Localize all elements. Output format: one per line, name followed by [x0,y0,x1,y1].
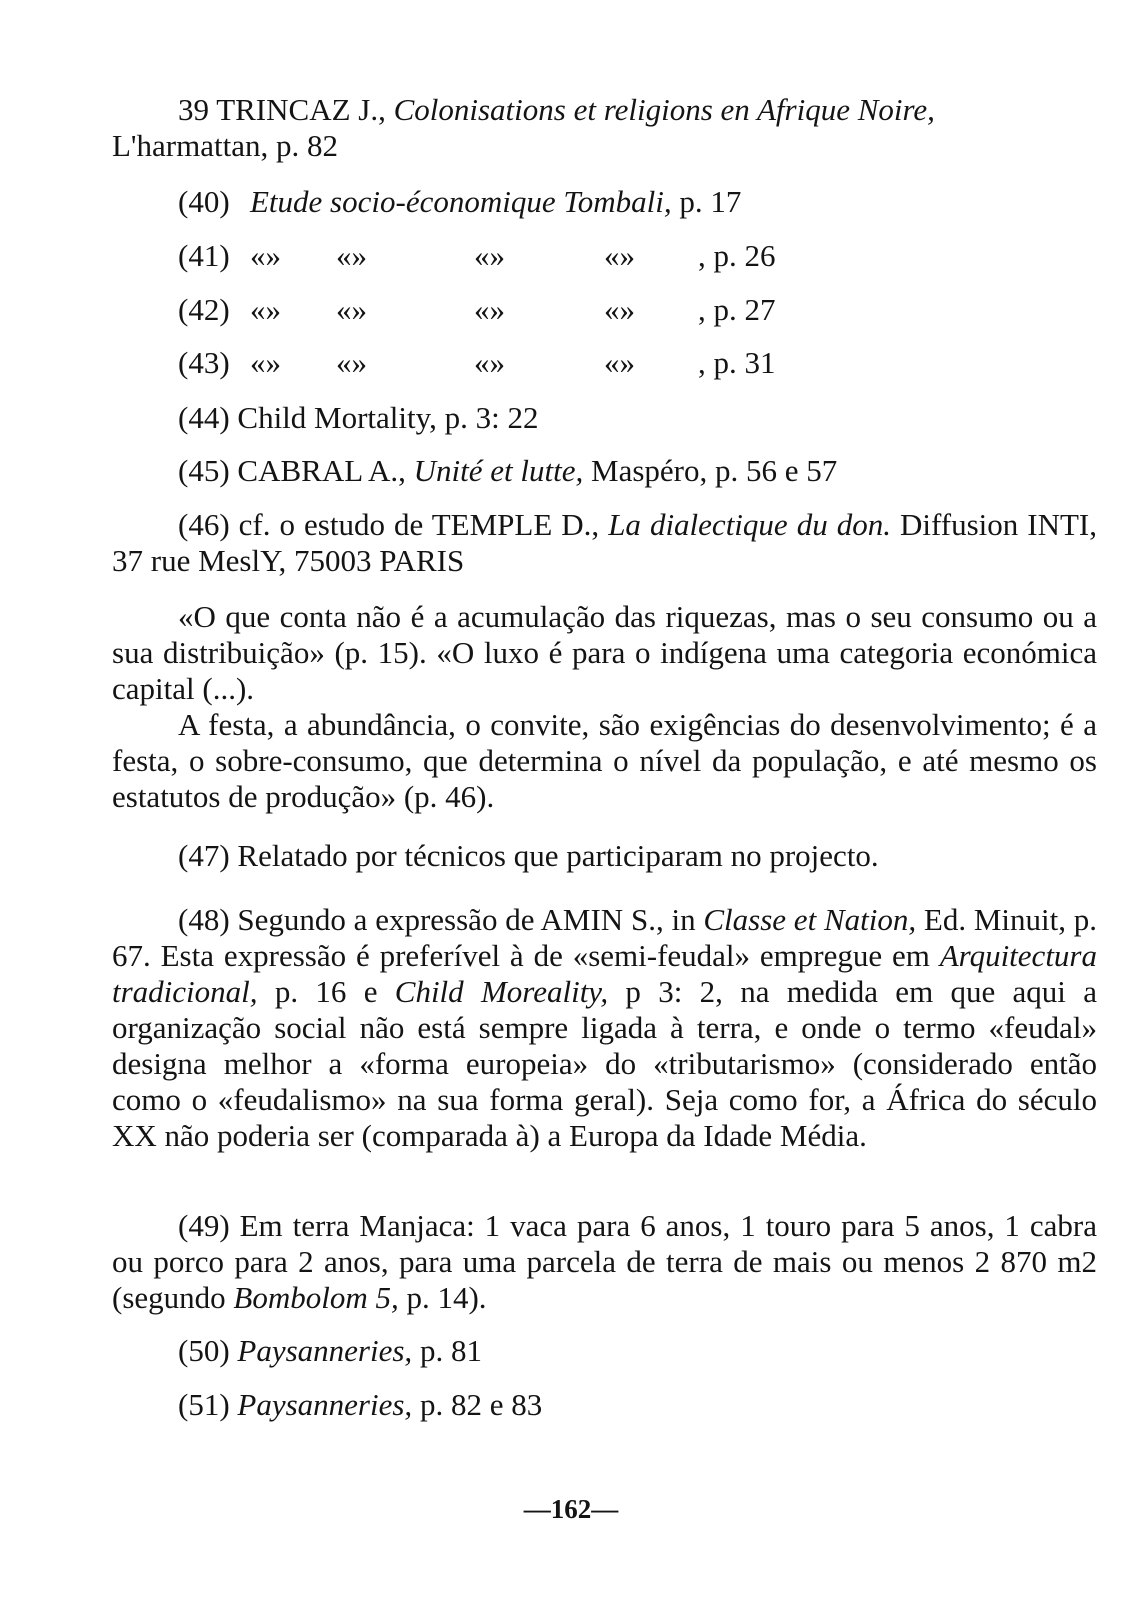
note-48: (48) Segundo a expressão de AMIN S., in Classe et Nation, Ed. Minuit, p. 67. Esta expressão é preferível à de «semi-feudal» empregue em Arquitectura tradicional, p. 16 e Child Moreality, p 3: 2, na medida em que aqui a organização social não está sempre ligada à terra, e onde o termo «feudal» designa melhor a «forma europeia» do «tributarismo» (considerado então como o «feudalismo» na sua forma geral). Seja como for, a África do século XX não poderia ser (comparada à) a Europa da Idade Média. [112,902,1098,1153]
note-39-author: 39 TRINCAZ J., [178,92,394,127]
note-46-quote-2: A festa, a abundância, o convite, são exigências do desenvolvimento; é a festa, o sobre-consumo, que determina o nível da população, e até mesmo os estatutos de produção» (p. 46). [112,707,1097,814]
note-42 [178,292,776,328]
note-40 [178,184,741,220]
ditto-mark: «» [250,345,281,380]
note-46 [112,507,1097,815]
ditto-mark: «» [604,292,635,327]
note-48-title-3: Child Moreality, [394,974,609,1009]
note-46-title: La dialectique du don. [608,507,891,542]
note-49-title: Bombolom 5, [233,1280,399,1315]
note-41-number: (41) [178,238,230,273]
note-51-title: Paysanneries, [237,1387,413,1422]
note-48-title-1: Classe et Nation, [703,902,917,937]
note-40-number: (40) [178,184,230,219]
note-40-title: Etude socio-économique Tombali, [250,184,672,219]
note-48-title-2: Arquitectura tradicional, [112,938,1097,1009]
note-43-page: , p. 31 [698,345,776,380]
ditto-mark: «» [604,345,635,380]
note-41-page: , p. 26 [698,238,776,273]
note-39-publisher: L'harmattan, p. 82 [112,128,338,163]
ditto-mark: «» [474,238,505,273]
note-43-number: (43) [178,345,230,380]
ditto-mark: «» [604,238,635,273]
note-50-title: Paysanneries, [237,1333,413,1368]
note-45-publisher: Maspéro, p. 56 e 57 [583,453,838,488]
note-45 [178,453,837,489]
note-42-number: (42) [178,292,230,327]
ditto-mark: «» [336,238,367,273]
note-41 [178,238,776,274]
note-45-title: Unité et lutte, [413,453,584,488]
note-44: (44) Child Mortality, p. 3: 22 [178,400,539,435]
note-50: (50) Paysanneries, p. 81 [178,1333,482,1368]
ditto-mark: «» [474,345,505,380]
note-46-reference: (46) cf. o estudo de TEMPLE D., La dialectique du don. Diffusion INTI, 37 rue MeslY, 75003 PARIS [112,507,1097,578]
note-43 [178,345,776,381]
note-40-page: p. 17 [671,184,742,219]
note-49: (49) Em terra Manjaca: 1 vaca para 6 anos, 1 touro para 5 anos, 1 cabra ou porco para 2 anos, para uma parcela de terra de mais ou menos 2 870 m2 (segundo Bombolom 5, p. 14). [112,1208,1097,1315]
note-47: (47) Relatado por técnicos que participaram no projecto. [178,838,879,873]
note-45-author: (45) CABRAL A., [178,453,414,488]
ditto-mark: «» [474,292,505,327]
ditto-mark: «» [336,345,367,380]
note-51: (51) Paysanneries, p. 82 e 83 [178,1387,543,1422]
note-42-page: , p. 27 [698,292,776,327]
note-39-title: Colonisations et religions en Afrique Noire, [393,92,935,127]
ditto-mark: «» [336,292,367,327]
note-46-quote-1: «O que conta não é a acumulação das riquezas, mas o seu consumo ou a sua distribuição» (p. 15). «O luxo é para o indígena uma categoria económica capital (...). [112,599,1097,706]
page-number: —162— [523,1494,619,1524]
ditto-mark: «» [250,238,281,273]
ditto-mark: «» [250,292,281,327]
note-39 [112,92,1097,164]
